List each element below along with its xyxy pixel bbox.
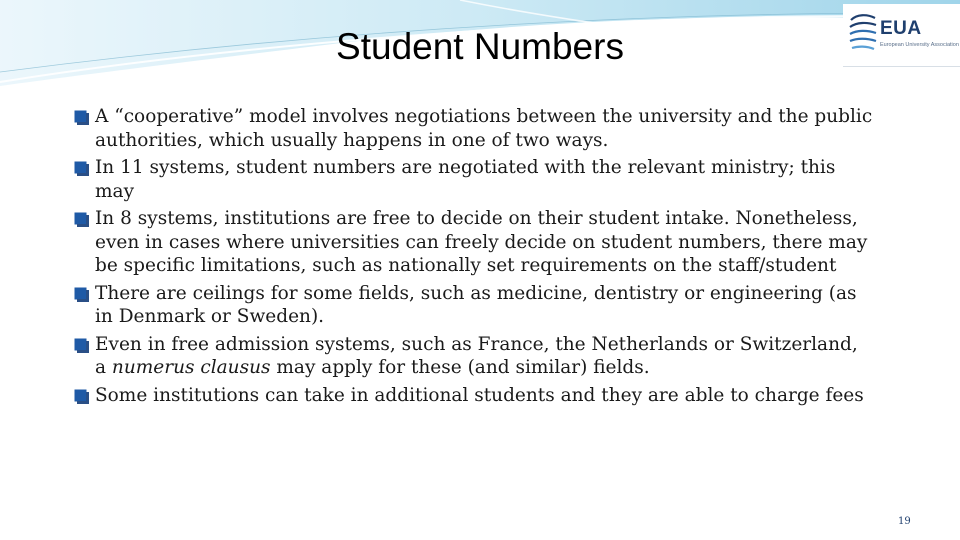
bullet-item (74, 207, 874, 278)
bullet-text: In 8 systems, institutions are free to decide on their student intake. Nonetheless, even in cases where universities can freely decide on student numbers, there may be specific limitations, such as nationally set requirements on the staff/student (95, 208, 868, 276)
bullet-text: In 11 systems, student numbers are negotiated with the relevant ministry; this may (95, 157, 836, 202)
q-box-bullet-icon (74, 161, 89, 176)
q-box-bullet-icon (74, 389, 89, 404)
bullet-item (74, 156, 874, 203)
slide-title: Student Numbers (336, 26, 624, 67)
eua-logo-icon (849, 10, 877, 54)
q-box-bullet-icon (74, 338, 89, 353)
bullet-item (74, 333, 874, 380)
eua-logo (843, 4, 960, 67)
bullet-item (74, 384, 874, 408)
bullet-text: A “cooperative” model involves negotiations between the university and the public authorities, which usually happens in one of two ways. (95, 106, 873, 151)
bullet-text: There are ceilings for some fields, such as medicine, dentistry or engineering (as in Denmark or Sweden). (95, 282, 857, 327)
logo-subtitle: European University Association (880, 42, 959, 48)
logo-name: EUA (880, 18, 922, 39)
q-box-bullet-icon (74, 287, 89, 302)
bullet-text: Some institutions can take in additional students and they are able to charge fees (95, 384, 864, 406)
bullet-list (74, 105, 874, 411)
q-box-bullet-icon (74, 212, 89, 227)
bullet-text-before: Even in free admission systems, such as France, the Netherlands or Switzerland, a (95, 333, 858, 378)
bullet-text-after: may apply for these (and similar) fields. (270, 357, 650, 378)
page-number: 19 (898, 516, 911, 527)
bullet-item (74, 282, 874, 329)
bullet-text-emphasis: numerus clausus (111, 357, 271, 378)
bullet-item (74, 105, 874, 152)
q-box-bullet-icon (74, 110, 89, 125)
